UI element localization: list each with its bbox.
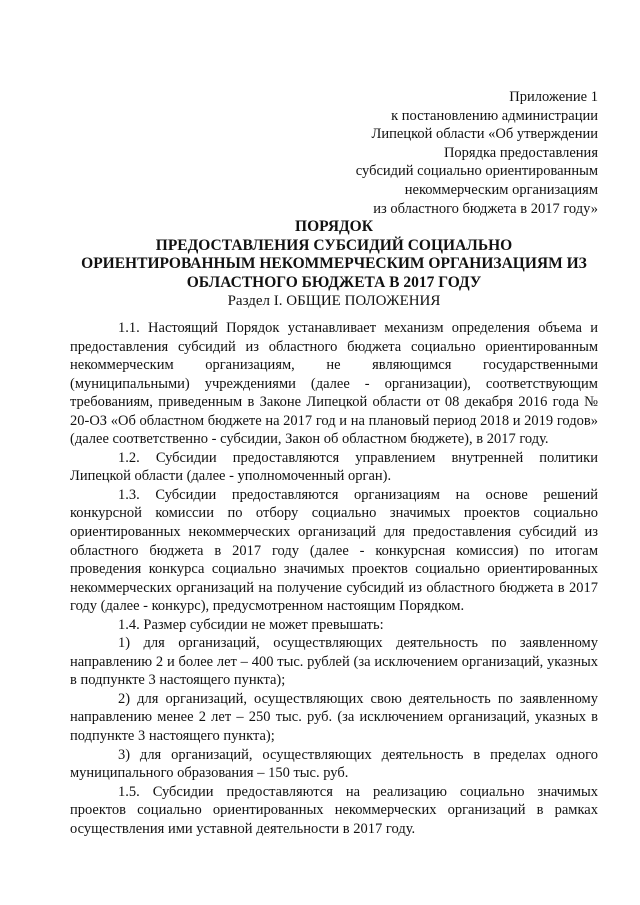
- appendix-line: некоммерческим организациям: [404, 181, 598, 198]
- title-line: ПОРЯДОК: [295, 218, 373, 235]
- document-title: [70, 218, 598, 292]
- appendix-line: к постановлению администрации: [391, 107, 598, 124]
- appendix-line: Липецкой области «Об утверждении: [371, 126, 598, 143]
- appendix-block: [258, 88, 598, 218]
- appendix-line: Порядка предоставления: [443, 144, 598, 161]
- paragraph-1-3: 1.3. Субсидии предоставляются организациям на основе решений конкурсной комиссии по отбору социально значимых проектов социально ориентированных некоммерческих организаций для предоставления субсидий из областного бюджета в 2017 году (далее - конкурсная комиссия) по итогам проведения конкурса социально значимых проектов социально ориентированных некоммерческих организаций на получение субсидий из областного бюджета в 2017 году (далее - конкурс), предусмотренном настоящим Порядком.: [70, 486, 598, 615]
- appendix-line: субсидий социально ориентированным: [355, 163, 598, 180]
- title-line: ПРЕДОСТАВЛЕНИЯ СУБСИДИЙ СОЦИАЛЬНО: [155, 236, 513, 254]
- paragraph-1-1: 1.1. Настоящий Порядок устанавливает механизм определения объема и предоставления субсидий из областного бюджета социально ориентированным некоммерческим организациям, не являющимся государственными (муниципальными) учреждениями (далее - организации), соответствующим требованиям, приведенным в Законе Липецкой области от 08 декабря 2016 года № 20-ОЗ «Об областном бюджете на 2017 год и на плановый период 2018 и 2019 годов» (далее соответственно - субсидии, Закон об областном бюджете), в 2017 году.: [70, 320, 598, 448]
- paragraph-1-4-item-3: 3) для организаций, осуществляющих деятельность в пределах одного муниципального образования – 150 тыс. руб.: [70, 746, 598, 782]
- paragraph-1-4: 1.4. Размер субсидии не может превышать:: [118, 616, 384, 633]
- document-body: [70, 319, 598, 838]
- appendix-line: из областного бюджета в 2017 году»: [373, 200, 598, 217]
- paragraph-1-2: 1.2. Субсидии предоставляются управлением внутренней политики Липецкой области (далее - уполномоченный орган).: [70, 449, 598, 485]
- paragraph-1-4-item-2: 2) для организаций, осуществляющих свою деятельность по заявленному направлению менее 2 лет – 250 тыс. руб. (за исключением организаций, указных в подпункте 3 настоящего пункта);: [70, 690, 598, 745]
- title-line: ОБЛАСТНОГО БЮДЖЕТА В 2017 ГОДУ: [186, 273, 482, 291]
- paragraph-1-4-item-1: 1) для организаций, осуществляющих деятельность по заявленному направлению 2 и более лет – 400 тыс. рублей (за исключением организаций, указных в подпункте 3 настоящего пункта);: [70, 635, 598, 689]
- appendix-line: Приложение 1: [509, 89, 598, 105]
- title-line: ОРИЕНТИРОВАННЫМ НЕКОММЕРЧЕСКИМ ОРГАНИЗАЦИЯМ ИЗ: [81, 255, 587, 272]
- paragraph-1-5: 1.5. Субсидии предоставляются на реализацию социально значимых проектов социально ориентированных некоммерческих организаций в рамках осуществления ими уставной деятельности в 2017 году.: [70, 783, 598, 837]
- section-heading: Раздел I. ОБЩИЕ ПОЛОЖЕНИЯ: [227, 293, 441, 309]
